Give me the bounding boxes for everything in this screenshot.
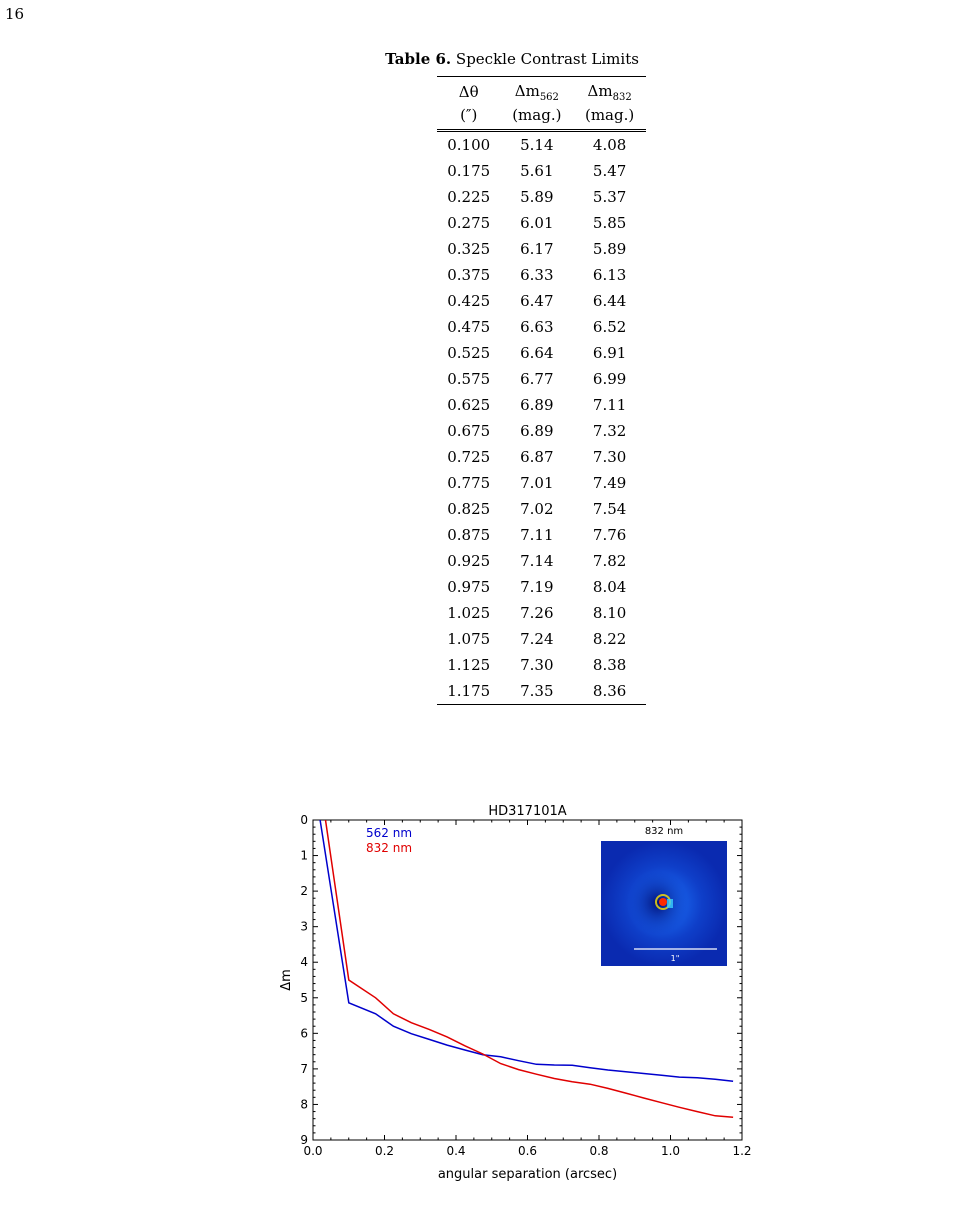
y-tick-label: 6 [300, 1026, 308, 1041]
row-dm562: 7.01 [520, 474, 554, 492]
table-row [437, 470, 646, 496]
row-dm562: 7.14 [520, 552, 554, 570]
table-row [437, 548, 646, 574]
row-dm832: 5.89 [592, 240, 627, 258]
row-dm832: 4.08 [592, 136, 627, 154]
header-delta-m-562-sub: 562 [539, 91, 559, 103]
row-dm562: 6.89 [520, 422, 554, 440]
row-dm832: 6.99 [592, 370, 627, 388]
y-tick-label: 4 [300, 955, 308, 970]
row-dm562: 6.89 [520, 396, 554, 414]
unit-mag-562: (mag.) [500, 104, 573, 131]
table-row [437, 262, 646, 288]
row-dm832: 6.91 [592, 344, 627, 362]
page-number: 16 [5, 5, 25, 23]
x-axis-label: angular separation (arcsec) [437, 1167, 618, 1182]
row-dm832: 8.36 [573, 678, 646, 705]
row-sep: 0.775 [447, 474, 491, 492]
row-sep: 0.475 [447, 318, 491, 336]
speckle-star [659, 898, 667, 906]
table-caption-text: Speckle Contrast Limits [455, 50, 639, 68]
row-sep: 0.275 [447, 214, 491, 232]
table-row [437, 131, 646, 159]
row-dm832: 7.30 [592, 448, 627, 466]
table-row [437, 314, 646, 340]
row-dm832: 8.10 [592, 604, 627, 622]
row-dm562: 7.02 [520, 500, 554, 518]
x-tick-label: 0.4 [446, 1144, 466, 1158]
row-sep: 0.525 [447, 344, 491, 362]
y-tick-label: 7 [300, 1061, 308, 1076]
table-row [437, 158, 646, 184]
y-tick-label: 3 [300, 919, 308, 934]
row-dm562: 7.26 [520, 604, 554, 622]
row-dm832: 6.44 [592, 292, 627, 310]
row-dm832: 7.49 [592, 474, 627, 492]
chart-title: HD317101A [488, 804, 567, 819]
unit-arcsec: (″) [437, 104, 500, 131]
x-tick-label: 0.2 [374, 1144, 395, 1158]
x-tick-label: 0.0 [303, 1144, 323, 1158]
row-dm562: 6.64 [520, 344, 554, 362]
scale-bar-label: 1" [670, 954, 680, 963]
speckle-contrast-table [437, 76, 646, 705]
row-sep: 0.425 [447, 292, 491, 310]
y-axis-label: Δm [279, 969, 294, 991]
y-tick-label: 8 [300, 1097, 308, 1112]
row-dm832: 6.52 [592, 318, 627, 336]
row-sep: 1.175 [437, 678, 500, 705]
row-dm562: 6.17 [520, 240, 554, 258]
row-sep: 0.875 [447, 526, 491, 544]
row-dm562: 7.35 [500, 678, 573, 705]
header-delta-theta: Δθ [437, 77, 500, 105]
row-sep: 0.975 [447, 578, 491, 596]
header-delta-m-832-base: Δm [587, 81, 613, 100]
table-row [437, 522, 646, 548]
row-dm562: 7.30 [520, 656, 554, 674]
y-tick-label: 5 [300, 990, 308, 1005]
header-delta-m-832-sub: 832 [612, 91, 632, 103]
y-tick-label: 0 [300, 813, 308, 827]
row-sep: 0.325 [447, 240, 491, 258]
table-row [437, 626, 646, 652]
row-sep: 0.175 [447, 162, 491, 180]
row-dm832: 7.32 [592, 422, 627, 440]
speckle-inset [601, 826, 727, 966]
header-delta-m-562 [500, 77, 573, 105]
row-dm832: 7.11 [592, 396, 627, 414]
row-dm832: 8.04 [592, 578, 627, 596]
row-sep: 0.100 [447, 136, 491, 154]
row-sep: 1.025 [447, 604, 491, 622]
row-dm832: 8.22 [592, 630, 627, 648]
table-row [437, 418, 646, 444]
row-sep: 0.375 [447, 266, 491, 284]
table-row [437, 366, 646, 392]
speckle-cyan-patch [667, 899, 673, 908]
table-caption [0, 50, 961, 68]
row-dm562: 6.63 [520, 318, 554, 336]
row-dm562: 6.01 [520, 214, 554, 232]
row-dm832: 5.85 [592, 214, 627, 232]
header-delta-m-562-base: Δm [514, 81, 540, 100]
row-sep: 0.725 [447, 448, 491, 466]
row-dm832: 5.37 [592, 188, 627, 206]
unit-mag-832: (mag.) [573, 104, 646, 131]
table-row [437, 444, 646, 470]
legend-832: 832 nm [366, 841, 413, 855]
row-dm832: 7.82 [592, 552, 627, 570]
x-tick-label: 1.0 [660, 1144, 681, 1158]
row-dm562: 6.77 [520, 370, 554, 388]
x-tick-label: 0.8 [589, 1144, 609, 1158]
row-dm832: 8.38 [592, 656, 627, 674]
row-dm562: 6.47 [520, 292, 554, 310]
header-delta-m-832 [573, 77, 646, 105]
row-dm562: 5.89 [520, 188, 554, 206]
y-tick-label: 9 [300, 1133, 308, 1147]
table-row [437, 496, 646, 522]
row-sep: 0.225 [447, 188, 491, 206]
row-dm832: 5.47 [592, 162, 627, 180]
x-tick-label: 0.6 [517, 1144, 538, 1158]
row-sep: 0.825 [447, 500, 491, 518]
legend-562: 562 nm [366, 826, 413, 840]
table-row [437, 210, 646, 236]
row-sep: 1.125 [447, 656, 491, 674]
table-row [437, 184, 646, 210]
table-row [437, 652, 646, 678]
row-sep: 1.075 [447, 630, 491, 648]
row-dm562: 7.19 [520, 578, 554, 596]
speckle-dark-core [628, 871, 688, 935]
table-body [437, 131, 646, 705]
row-sep: 0.925 [447, 552, 491, 570]
y-tick-label: 1 [300, 848, 308, 863]
table-row [437, 600, 646, 626]
table-row [437, 340, 646, 366]
row-sep: 0.575 [447, 370, 491, 388]
table-row [437, 288, 646, 314]
row-dm832: 6.13 [592, 266, 627, 284]
row-sep: 0.625 [447, 396, 491, 414]
row-dm832: 7.76 [592, 526, 627, 544]
contrast-curve-figure [268, 795, 758, 1190]
table-row [437, 678, 646, 705]
table-row [437, 574, 646, 600]
inset-title: 832 nm [644, 826, 684, 837]
table-caption-label: Table 6. [385, 50, 452, 68]
row-dm562: 7.24 [520, 630, 554, 648]
y-tick-label: 2 [300, 884, 308, 899]
row-dm562: 7.11 [520, 526, 554, 544]
row-sep: 0.675 [447, 422, 491, 440]
table-row [437, 392, 646, 418]
row-dm562: 5.61 [520, 162, 554, 180]
row-dm562: 6.87 [520, 448, 554, 466]
contrast-curve-chart [268, 795, 758, 1190]
row-dm562: 5.14 [520, 136, 554, 154]
row-dm832: 7.54 [592, 500, 627, 518]
table-row [437, 236, 646, 262]
x-tick-label: 1.2 [732, 1144, 752, 1158]
row-dm562: 6.33 [520, 266, 554, 284]
